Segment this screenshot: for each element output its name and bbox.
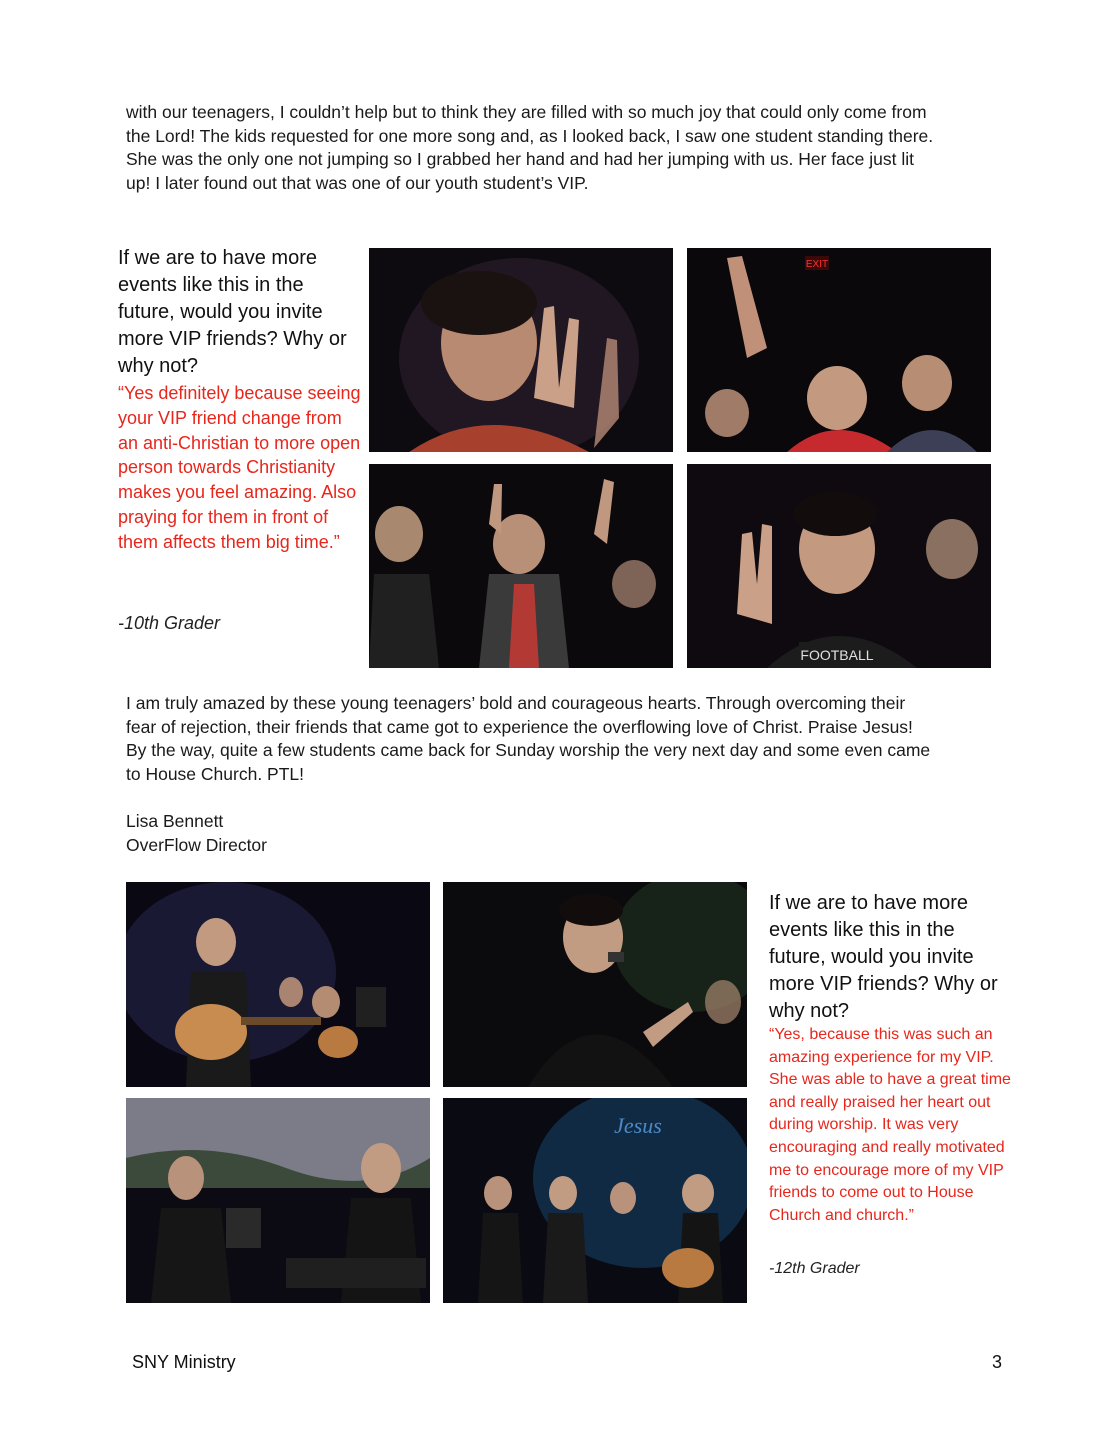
feedback-quote-2: “Yes, because this was such an amazing experience for my VIP. She was able to have a great time and really praised her heart out during worship. It was very encouraging and really motivated me to encourage more of my VIP friends to come out to House Church and church.” xyxy=(769,1026,1011,1224)
feedback-question-2: If we are to have more events like this in the future, would you invite more VIP friends? Why or why not? xyxy=(769,892,998,1022)
band-photo-singer xyxy=(443,882,747,1087)
worship-photo-crowd-exit xyxy=(687,248,991,452)
intro-line: with our teenagers, I couldn’t help but to think they are filled with so much joy that could only come from xyxy=(126,102,927,122)
intro-line: She was the only one not jumping so I grabbed her hand and had her jumping with us. Her face just lit xyxy=(126,149,914,169)
feedback-question-1: If we are to have more events like this in the future, would you invite more VIP friends? Why or why not? xyxy=(118,247,347,377)
closing-line: By the way, quite a few students came back for Sunday worship the very next day and some even came xyxy=(126,740,931,760)
footer-ministry-name: SNY Ministry xyxy=(132,1352,236,1372)
signature-block xyxy=(126,810,1006,857)
page-number: 3 xyxy=(992,1352,1003,1372)
worship-photo-boy-singing xyxy=(687,464,991,668)
stage-sign-text: Jesus xyxy=(614,1113,662,1138)
intro-paragraph xyxy=(126,101,1006,195)
shirt-text: FOOTBALL xyxy=(800,647,874,663)
intro-line: the Lord! The kids requested for one more song and, as I looked back, I saw one student standing there. xyxy=(126,125,934,146)
intro-line: up! I later found out that was one of our youth student’s VIP. xyxy=(126,172,589,193)
signature-name: Lisa Bennett xyxy=(126,811,224,831)
worship-photo-girls xyxy=(369,464,673,668)
signature-title: OverFlow Director xyxy=(126,834,267,855)
closing-line: I am truly amazed by these young teenagers’ bold and courageous hearts. Through overcoming their xyxy=(126,693,906,713)
closing-paragraph xyxy=(126,692,1006,786)
band-photo-guitarist xyxy=(126,882,430,1087)
closing-line: fear of rejection, their friends that came got to experience the overflowing love of Christ. Praise Jesus! xyxy=(126,716,913,737)
feedback-attribution-1: -10th Grader xyxy=(118,613,221,633)
feedback-attribution-2: -12th Grader xyxy=(769,1260,860,1277)
worship-photo-closeup-hand xyxy=(369,248,673,452)
band-photo-full-stage xyxy=(443,1098,747,1303)
exit-sign-text: EXIT xyxy=(805,259,829,270)
feedback-quote-1: “Yes definitely because seeing your VIP friend change from an anti-Christian to more open person towards Christianity makes you feel amazing. Also praying for them in front of them affects them big time.” xyxy=(118,383,361,552)
band-photo-screen xyxy=(126,1098,430,1303)
closing-line: to House Church. PTL! xyxy=(126,763,304,784)
